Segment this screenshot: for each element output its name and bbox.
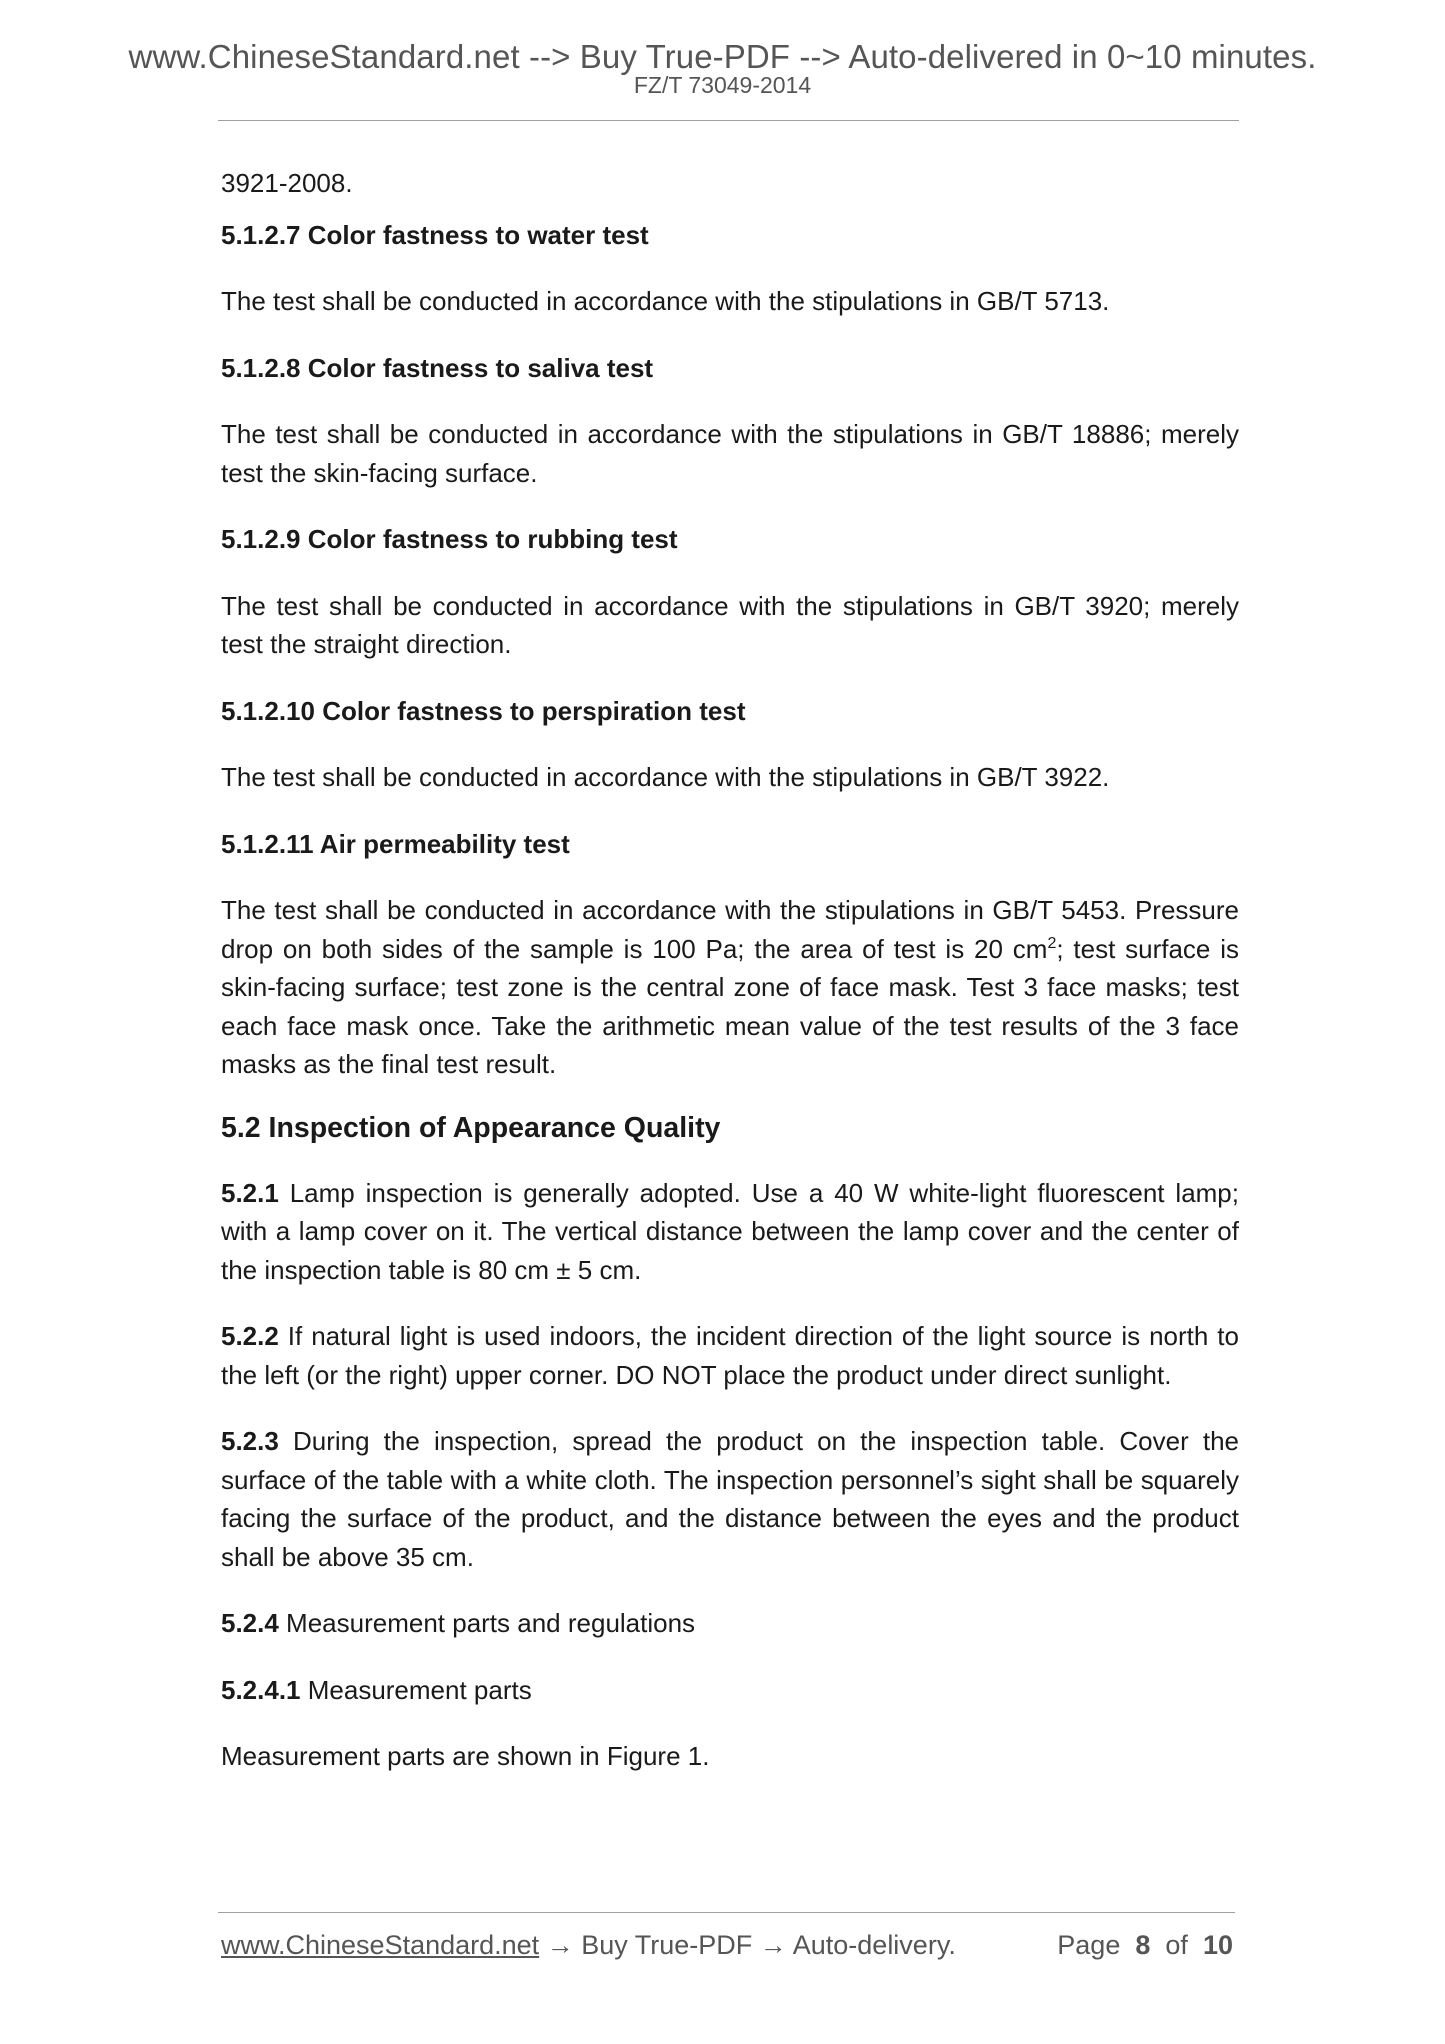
paragraph-5-2-2 bbox=[221, 1317, 1239, 1394]
current-page: 8 bbox=[1135, 1930, 1151, 1960]
clause-text: Measurement parts bbox=[300, 1674, 532, 1705]
of-word: of bbox=[1165, 1930, 1188, 1960]
paragraph-5-1-2-7: The test shall be conducted in accordance with the stipulations in GB/T 5713. bbox=[221, 286, 1110, 316]
figure-reference: Measurement parts are shown in Figure 1. bbox=[221, 1741, 710, 1771]
site-banner: www.ChineseStandard.net --> Buy True-PDF --> Auto-delivered in 0~10 minutes. bbox=[128, 38, 1317, 75]
paragraph-5-1-2-8: The test shall be conducted in accordance with the stipulations in GB/T 18886; merely test the skin-facing surface. bbox=[221, 419, 1239, 488]
footer-divider bbox=[218, 1912, 1235, 1913]
page-content bbox=[221, 164, 1239, 1776]
air-permeability-text-part1: The test shall be conducted in accordance with the stipulations in GB/T 5453. Pressure drop on both sides of the sample is 100 Pa; the area of test is 20 cm bbox=[221, 895, 1239, 964]
paragraph-5-2-3 bbox=[221, 1422, 1239, 1576]
footer-site-link[interactable]: www.ChineseStandard.net bbox=[221, 1930, 540, 1960]
footer-promo-text: → Buy True-PDF → Auto-delivery. bbox=[539, 1930, 956, 1960]
paragraph-5-1-2-9: The test shall be conducted in accordance with the stipulations in GB/T 3920; merely test the straight direction. bbox=[221, 590, 1239, 659]
footer-promo bbox=[221, 1930, 956, 1961]
paragraph-5-1-2-10: The test shall be conducted in accordance with the stipulations in GB/T 3922. bbox=[221, 762, 1110, 792]
paragraph-5-2-1 bbox=[221, 1174, 1239, 1290]
air-permeability-text-part2: ; test surface is skin-facing surface; test zone is the central zone of face mask. Test 3 face masks; test each face mask once. Take the arithmetic mean value of the test results of the 3 face masks as the final test result. bbox=[221, 933, 1239, 1079]
heading-5-1-2-8: 5.1.2.8 Color fastness to saliva test bbox=[221, 352, 654, 383]
clause-number: 5.2.3 bbox=[221, 1426, 279, 1456]
clause-text: During the inspection, spread the product on the inspection table. Cover the surface of the table with a white cloth. The inspection personnel’s sight shall be squarely facing the surface of the product, and the distance between the eyes and the product shall be above 35 cm. bbox=[221, 1426, 1239, 1572]
clause-number: 5.2.2 bbox=[221, 1321, 279, 1351]
paragraph-5-2-4-1 bbox=[221, 1671, 1239, 1710]
total-pages: 10 bbox=[1202, 1930, 1233, 1960]
clause-text: Measurement parts and regulations bbox=[278, 1608, 696, 1638]
heading-5-2: 5.2 Inspection of Appearance Quality bbox=[221, 1111, 721, 1144]
page-footer bbox=[221, 1930, 1233, 1970]
document-id: FZ/T 73049-2014 bbox=[633, 72, 812, 98]
page-number bbox=[1057, 1930, 1233, 1961]
clause-text: If natural light is used indoors, the incident direction of the light source is north to the left (or the right) upper corner. DO NOT place the product under direct sunlight. bbox=[221, 1321, 1239, 1390]
clause-text: Lamp inspection is generally adopted. Use a 40 W white-light fluorescent lamp; with a lamp cover on it. The vertical distance between the lamp cover and the center of the inspection table is 80 cm ± 5 cm. bbox=[221, 1177, 1239, 1285]
paragraph-5-1-2-11 bbox=[221, 891, 1239, 1084]
heading-5-1-2-9: 5.1.2.9 Color fastness to rubbing test bbox=[221, 524, 678, 554]
heading-5-1-2-11: 5.1.2.11 Air permeability test bbox=[221, 828, 570, 859]
superscript-exponent: 2 bbox=[1047, 934, 1057, 952]
clause-number: 5.2.1 bbox=[221, 1177, 279, 1208]
page-word: Page bbox=[1057, 1930, 1121, 1960]
clause-number: 5.2.4 bbox=[221, 1608, 279, 1638]
clause-number: 5.2.4.1 bbox=[221, 1674, 301, 1705]
paragraph-5-2-4 bbox=[221, 1604, 1239, 1643]
continued-reference: 3921-2008. bbox=[221, 168, 353, 198]
heading-5-1-2-10: 5.1.2.10 Color fastness to perspiration test bbox=[221, 695, 746, 726]
heading-5-1-2-7: 5.1.2.7 Color fastness to water test bbox=[221, 219, 649, 250]
header-divider bbox=[218, 120, 1239, 121]
